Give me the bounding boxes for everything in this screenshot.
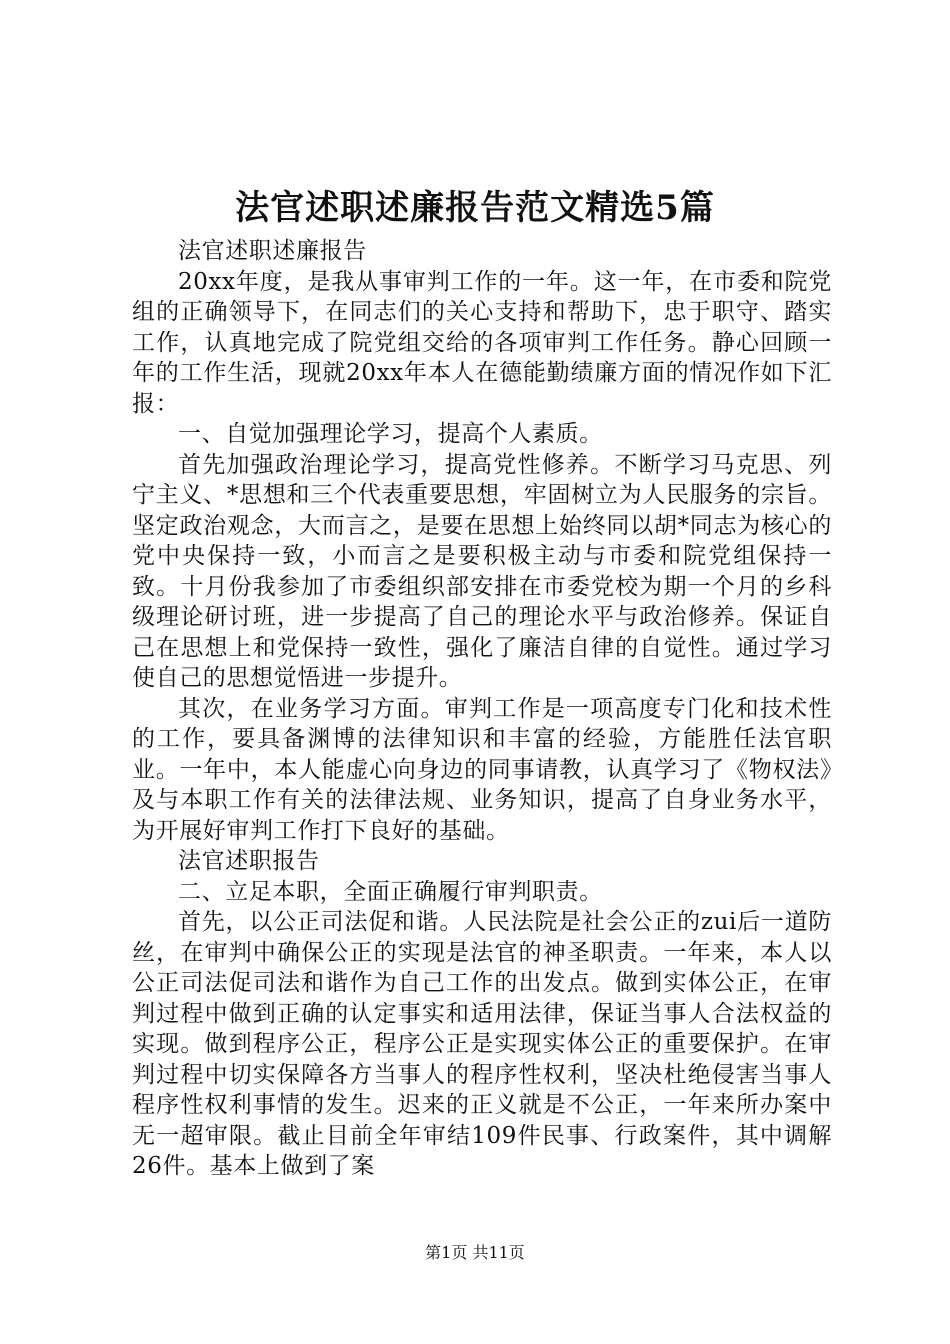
- document-body: [132, 236, 832, 1182]
- page-number: 第1页 共11页: [425, 1243, 525, 1262]
- section-heading: 法官述职报告: [178, 848, 320, 874]
- section-heading: 一、自觉加强理论学习，提高个人素质。: [178, 421, 603, 447]
- body-paragraph: 其次，在业务学习方面。审判工作是一项高度专门化和技术性的工作，要具备渊博的法律知识和丰富的经验，方能胜任法官职业。一年中，本人能虚心向身边的同事请教，认真学习了《物权法》及与本职工作有关的法律法规、业务知识，提高了自身业务水平，为开展好审判工作打下良好的基础。: [132, 695, 832, 844]
- body-paragraph: 首先加强政治理论学习，提高党性修养。不断学习马克思、列宁主义、*思想和三个代表重要思想，牢固树立为人民服务的宗旨。坚定政治观念，大而言之，是要在思想上始终同以胡*同志为核心的党中央保持一致，小而言之是要积极主动与市委和院党组保持一致。十月份我参加了市委组织部安排在市委党校为期一个月的乡科级理论研讨班，进一步提高了自己的理论水平与政治修养。保证自己在思想上和党保持一致性，强化了廉洁自律的自觉性。通过学习使自己的思想觉悟进一步提升。: [132, 451, 832, 691]
- body-paragraph: 首先，以公正司法促和谐。人民法院是社会公正的zui后一道防丝，在审判中确保公正的实现是法官的神圣职责。一年来，本人以公正司法促司法和谐作为自己工作的出发点。做到实体公正，在审判过程中做到正确的认定事实和适用法律，保证当事人合法权益的实现。做到程序公正，程序公正是实现实体公正的重要保护。在审判过程中切实保障各方当事人的程序性权利，坚决杜绝侵害当事人程序性权利事情的发生。迟来的正义就是不公正，一年来所办案中无一超审限。截止目前全年审结109件民事、行政案件，其中调解26件。基本上做到了案: [132, 909, 832, 1179]
- section-heading: 法官述职述廉报告: [178, 238, 367, 264]
- document-title: 法官述职述廉报告范文精选5篇: [235, 188, 715, 228]
- section-heading: 二、立足本职，全面正确履行审判职责。: [178, 878, 603, 905]
- body-paragraph: 20xx年度，是我从事审判工作的一年。这一年，在市委和院党组的正确领导下，在同志们的关心支持和帮助下，忠于职守、踏实工作，认真地完成了院党组交给的各项审判工作任务。静心回顾一年的工作生活，现就20xx年本人在德能勤绩廉方面的情况作如下汇报：: [132, 268, 832, 417]
